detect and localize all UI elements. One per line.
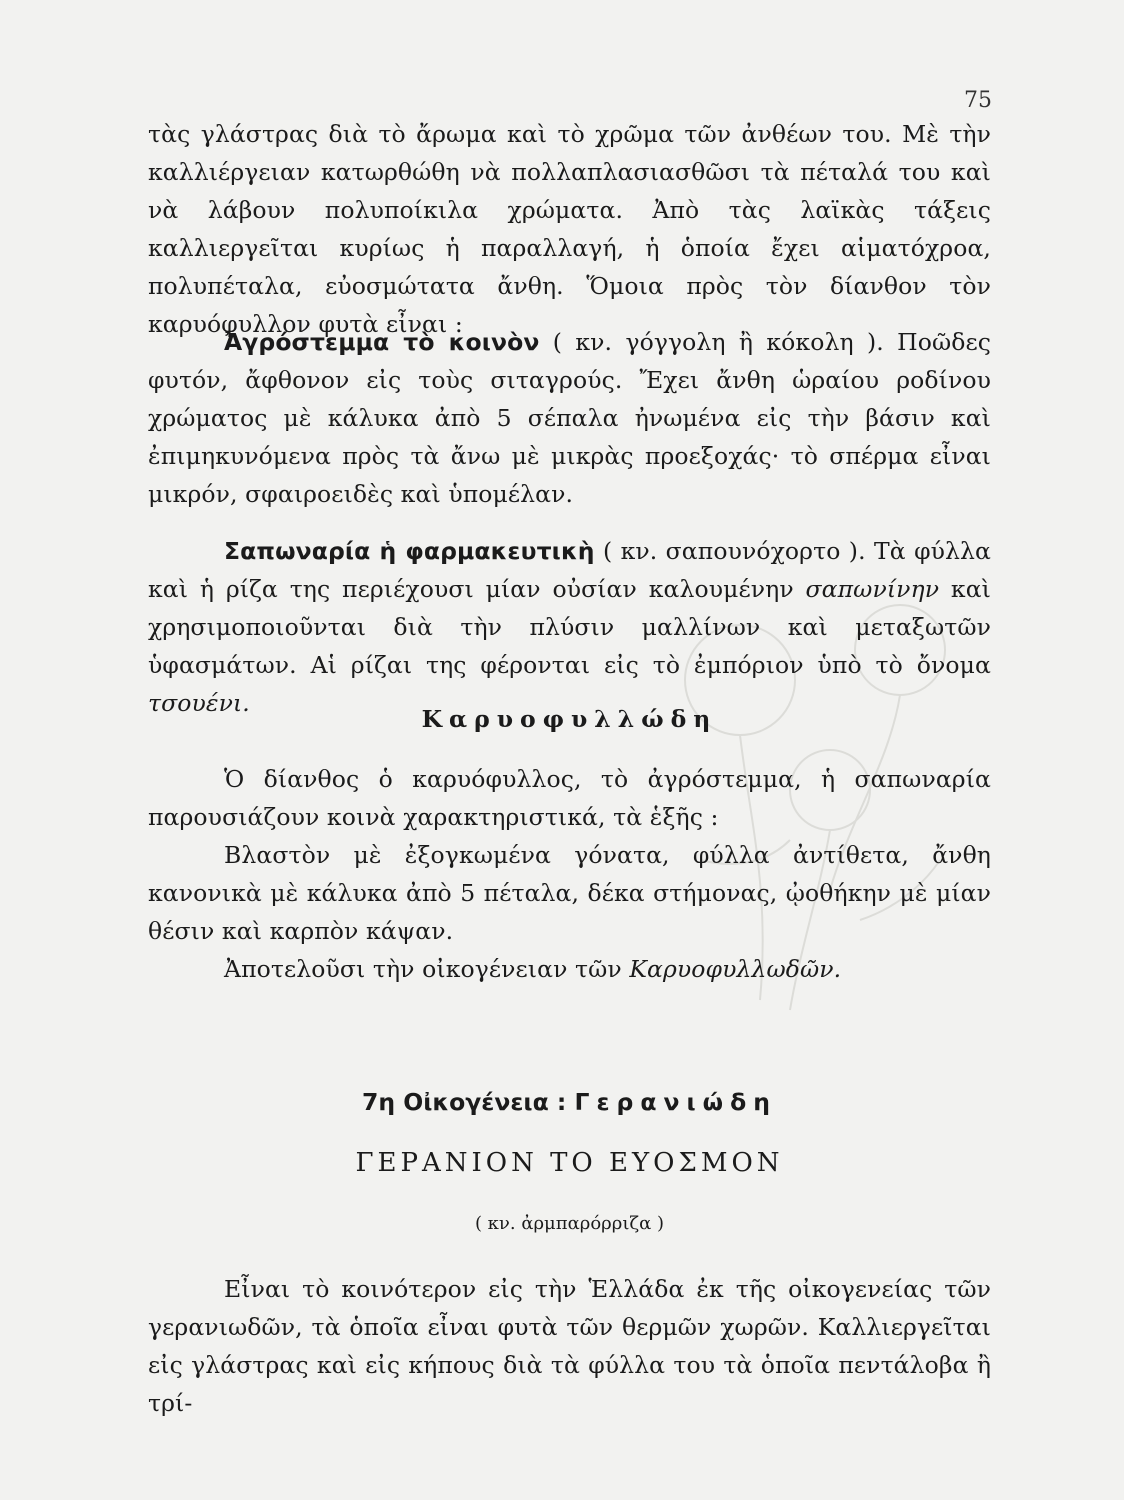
caryophyllaceae-name: Καρυοφυλλωδῶν.	[629, 955, 842, 983]
common-text-3a: Ἀποτελοῦσι τὴν οἰκογένειαν τῶν	[224, 955, 622, 983]
agrostemma-description: ( κν. γόγγολη ἢ κόκολη ). Ποῶδες φυτόν, ἄφθονον εἰς τοὺς σιταγρούς. Ἔχει ἄνθη ὡραίου ροδίνου χρώματος μὲ κάλυκα ἀπὸ 5 σέπαλα ἠνωμένα εἰς τὴν βάσιν καὶ ἐπιμηκυνόμενα πρὸς τὰ ἄνω μὲ μικρὰς προεξοχάς· τὸ σπέρμα εἶναι μικρόν, σφαιροειδὲς καὶ ὑπομέλαν.	[148, 328, 991, 508]
common-text-1: Ὁ δίανθος ὁ καρυόφυλλος, τὸ ἀγρόστεμμα, ἡ σαπωναρία παρουσιάζουν κοινὰ χαρακτηριστικά, τὰ ἑξῆς :	[148, 765, 991, 831]
saponaria-text-2: καὶ χρησιμοποιοῦνται διὰ τὴν πλύσιν μαλλίνων καὶ μεταξωτῶν ὑφασμάτων. Αἱ ρίζαι της φέρονται εἰς τὸ ἐμπόριον ὑπὸ τὸ ὄνομα	[148, 575, 991, 679]
geranium-paragraph	[148, 1270, 991, 1422]
saponaria-paragraph	[148, 532, 991, 722]
saponaria-text-1: ( κν. σαπουνόχορτο ). Τὰ φύλλα καὶ ἡ ρίζα της περιέχουσι μίαν οὐσίαν καλουμένην	[148, 537, 991, 603]
family-7-name: Γερανιώδη	[574, 1088, 777, 1116]
common-text-3	[148, 950, 991, 988]
intro-text: τὰς γλάστρας διὰ τὸ ἄρωμα καὶ τὸ χρῶμα τῶν ἀνθέων του. Μὲ τὴν καλλιέργειαν κατωρθώθη νὰ πολλαπλασιασθῶσι τὰ πέταλά του καὶ νὰ λάβουν πολυποίκιλα χρώματα. Ἀπὸ τὰς λαϊκὰς τάξεις καλλιεργεῖται κυρίως ἡ παραλλαγή, ἡ ὁποία ἔχει αἱματόχροα, πολυπέταλα, εὐοσμώτατα ἄνθη. Ὅμοια πρὸς τὸν δίανθον τὸν καρυόφυλλον φυτὰ εἶναι :	[148, 120, 991, 338]
intro-paragraph	[148, 115, 991, 343]
saponaria-trade-name: τσουένι.	[148, 689, 250, 717]
common-characteristics	[148, 760, 991, 988]
common-text-2: Βλαστὸν μὲ ἐξογκωμένα γόνατα, φύλλα ἀντίθετα, ἄνθη κανονικὰ μὲ κάλυκα ἀπὸ 5 πέταλα, δέκα στήμονας, ᾠοθήκην μὲ μίαν θέσιν καὶ καρπὸν κάψαν.	[148, 841, 991, 945]
family-heading: Καρυοφυλλώδη	[421, 705, 718, 733]
species-title: ΓΕΡΑΝΙΟΝ ΤΟ ΕΥΟΣΜΟΝ	[355, 1148, 784, 1178]
agrostemma-entry	[148, 323, 991, 513]
family-7-prefix: 7η Οἰκογένεια :	[362, 1088, 567, 1116]
agrostemma-name: Ἀγρόστεμμα τὸ κοινὸν	[224, 328, 540, 356]
page-number: 75	[964, 88, 992, 113]
family-7-heading	[148, 1088, 991, 1116]
geranium-text: Εἶναι τὸ κοινότερον εἰς τὴν Ἑλλάδα ἐκ τῆς οἰκογενείας τῶν γερανιωδῶν, τὰ ὁποῖα εἶναι φυτὰ τῶν θερμῶν χωρῶν. Καλλιεργεῖται εἰς γλάστρας καὶ εἰς κήπους διὰ τὰ φύλλα του τὰ ὁποῖα πεντάλοβα ἢ τρί-	[148, 1275, 991, 1417]
agrostemma-paragraph	[148, 323, 991, 513]
saponaria-saponin: σαπωνίνην	[805, 575, 940, 603]
species-common-name: ( κν. ἀρμπαρόρριζα )	[474, 1213, 665, 1234]
saponaria-entry	[148, 532, 991, 722]
saponaria-name: Σαπωναρία ἡ φαρμακευτικὴ	[224, 537, 595, 565]
